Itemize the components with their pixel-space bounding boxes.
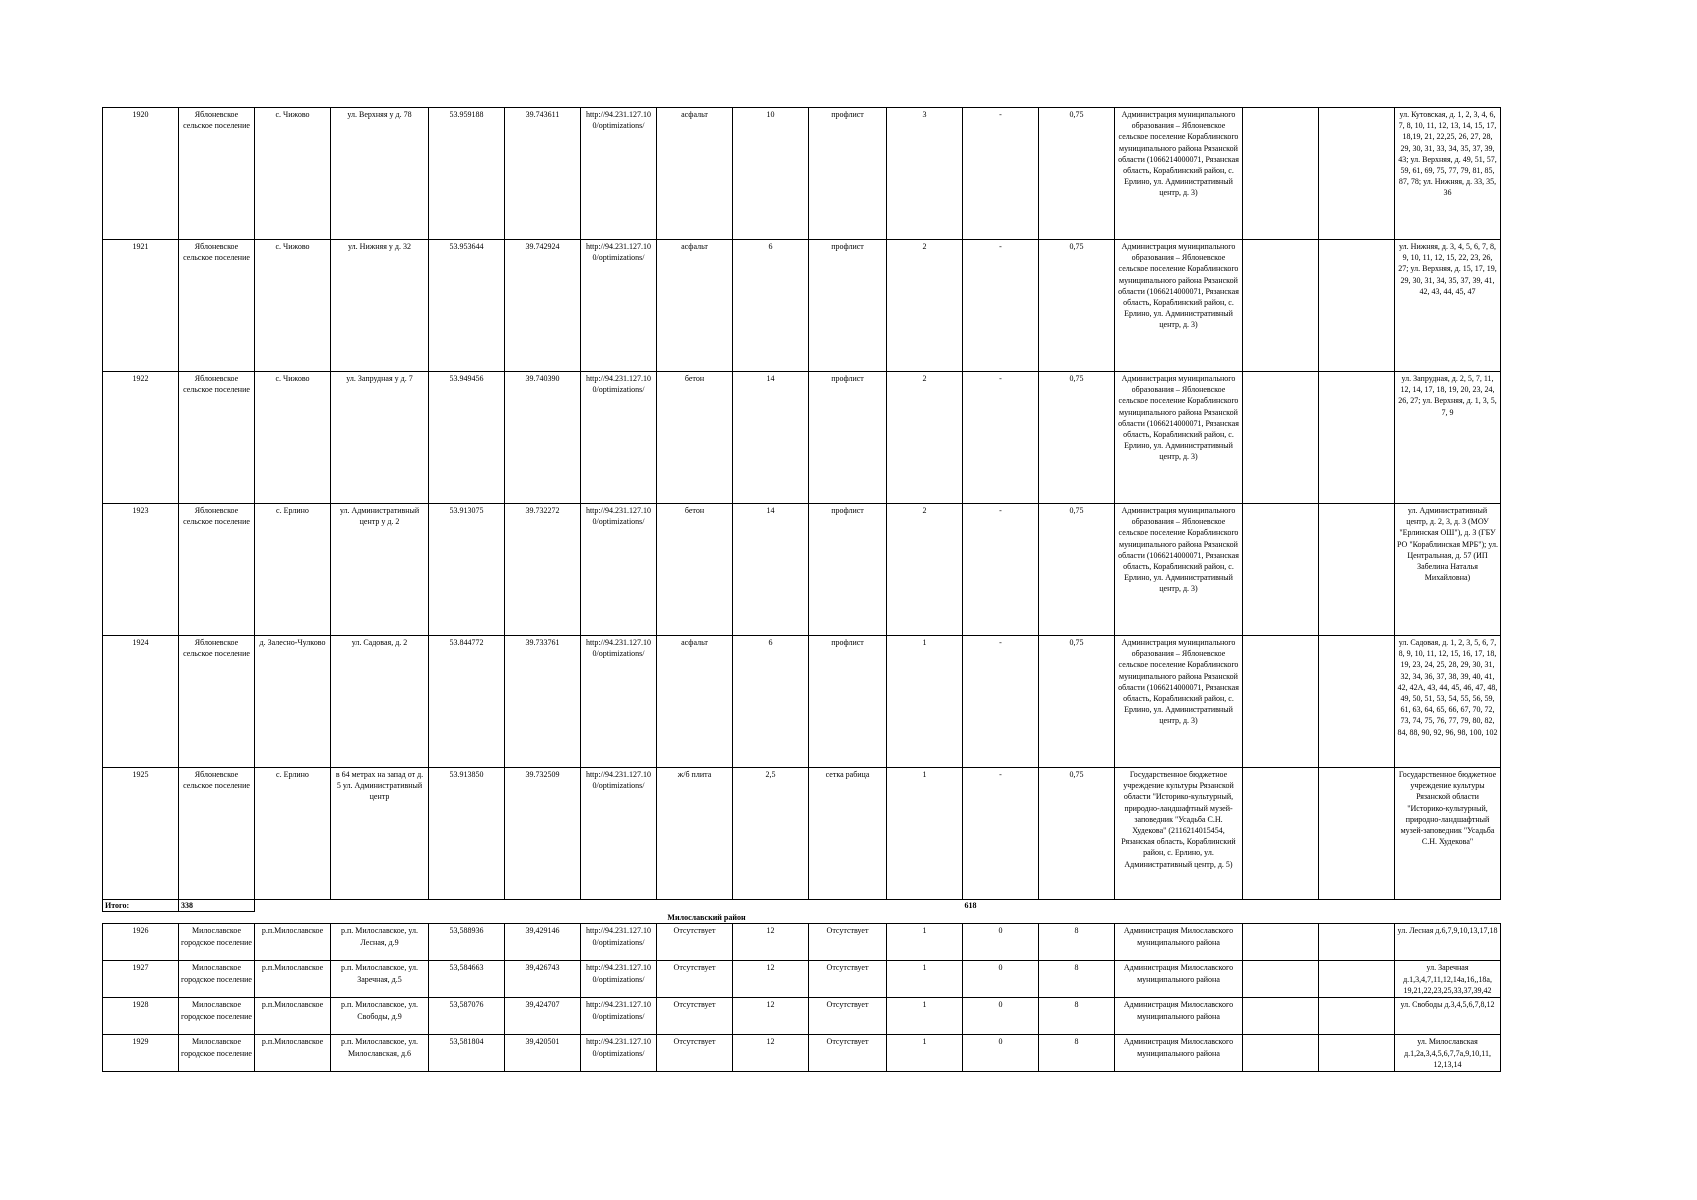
cell-lat: 53.953644 bbox=[429, 240, 505, 372]
cell-owner: Государственное бюджетное учреждение культуры Рязанской области "Историко-культурный, природно-ландшафтный музей-заповедник "Усадьба С.Н. Худекова" (2116214015454, Рязанская область, Кораблинский район, с. Ерлино, ул. Административный центр, д. 5) bbox=[1115, 768, 1243, 900]
cell-settlement: Милославское городское поселение bbox=[179, 924, 255, 961]
cell-locality: р.п.Милославское bbox=[255, 1035, 331, 1072]
cell-c15 bbox=[1243, 504, 1319, 636]
cell-c15 bbox=[1243, 108, 1319, 240]
cell-count: 2 bbox=[887, 372, 963, 504]
cell-c16 bbox=[1319, 240, 1395, 372]
total-section bbox=[103, 900, 1501, 924]
cell-lat: 53.913075 bbox=[429, 504, 505, 636]
cell-link[interactable]: http://94.231.127.10 0/optimizations/ bbox=[581, 924, 657, 961]
cell-sources: ул. Административный центр, д. 2, 3, д. 3 (МОУ "Ерлинская ОШ"), д. 3 (ГБУ РО "Кораблинская МРБ"); ул. Центральная, д. 57 (ИП Забелина Наталья Михайловна) bbox=[1395, 504, 1501, 636]
cell-surface: Отсутствует bbox=[657, 961, 733, 998]
cell-lon: 39.732272 bbox=[505, 504, 581, 636]
cell-surface: асфальт bbox=[657, 108, 733, 240]
cell-c15 bbox=[1243, 998, 1319, 1035]
cell-count: 1 bbox=[887, 998, 963, 1035]
cell-count: 2 bbox=[887, 240, 963, 372]
cell-lon: 39,424707 bbox=[505, 998, 581, 1035]
cell-planned: 0 bbox=[963, 998, 1039, 1035]
cell-locality: р.п.Милославское bbox=[255, 998, 331, 1035]
cell-c15 bbox=[1243, 961, 1319, 998]
cell-count: 1 bbox=[887, 636, 963, 768]
cell-address: р.п. Милославское, ул. Свободы, д.9 bbox=[331, 998, 429, 1035]
total-count: 338 bbox=[179, 900, 255, 912]
cell-count: 1 bbox=[887, 924, 963, 961]
cell-planned: - bbox=[963, 636, 1039, 768]
cell-lat: 53.913850 bbox=[429, 768, 505, 900]
cell-surface: асфальт bbox=[657, 240, 733, 372]
cell-c15 bbox=[1243, 372, 1319, 504]
cell-sources: ул. Нижняя, д. 3, 4, 5, 6, 7, 8, 9, 10, 11, 12, 15, 22, 23, 26, 27; ул. Верхняя, д. 15, 17, 19, 29, 30, 31, 34, 35, 37, 39, 41, 42, 43, 44, 45, 47 bbox=[1395, 240, 1501, 372]
cell-count: 3 bbox=[887, 108, 963, 240]
cell-locality: с. Ерлино bbox=[255, 768, 331, 900]
cell-lat: 53,588936 bbox=[429, 924, 505, 961]
cell-sources: Государственное бюджетное учреждение культуры Рязанской области "Историко-культурный, природно-ландшафтный музей-заповедник "Усадьба С.Н. Худекова" bbox=[1395, 768, 1501, 900]
cell-surface: бетон bbox=[657, 372, 733, 504]
cell-fence: профлист bbox=[809, 636, 887, 768]
cell-settlement: Милославское городское поселение bbox=[179, 998, 255, 1035]
cell-planned: - bbox=[963, 240, 1039, 372]
total-spacer bbox=[255, 900, 963, 912]
cell-lat: 53.949456 bbox=[429, 372, 505, 504]
cell-area: 14 bbox=[733, 372, 809, 504]
cell-fence: профлист bbox=[809, 372, 887, 504]
cell-link[interactable]: http://94.231.127.10 0/optimizations/ bbox=[581, 240, 657, 372]
cell-owner: Администрация Милославского муниципального района bbox=[1115, 961, 1243, 998]
cell-locality: с. Чижово bbox=[255, 240, 331, 372]
cell-c15 bbox=[1243, 1035, 1319, 1072]
cell-area: 2,5 bbox=[733, 768, 809, 900]
cell-volume: 8 bbox=[1039, 924, 1115, 961]
cell-address: ул. Нижняя у д. 32 bbox=[331, 240, 429, 372]
cell-owner: Администрация муниципального образования – Яблоневское сельское поселение Кораблинского муниципального района Рязанской области (1066214000071, Рязанская область, Кораблинский район, с. Ерлино, ул. Административный центр, д. 3) bbox=[1115, 504, 1243, 636]
cell-c16 bbox=[1319, 924, 1395, 961]
cell-sources: ул. Запрудная, д. 2, 5, 7, 11, 12, 14, 17, 18, 19, 20, 23, 24, 26, 27; ул. Верхняя, д. 1, 3, 5, 7, 9 bbox=[1395, 372, 1501, 504]
cell-planned: - bbox=[963, 504, 1039, 636]
cell-c15 bbox=[1243, 636, 1319, 768]
cell-address: в 64 метрах на запад от д. 5 ул. Административный центр bbox=[331, 768, 429, 900]
cell-count: 2 bbox=[887, 504, 963, 636]
cell-planned: - bbox=[963, 768, 1039, 900]
cell-fence: профлист bbox=[809, 240, 887, 372]
cell-lon: 39.740390 bbox=[505, 372, 581, 504]
cell-sources: ул. Милославская д.1,2а,3,4,5,6,7,7а,9,10,11, 12,13,14 bbox=[1395, 1035, 1501, 1072]
cell-sources: ул. Лесная д.6,7,9,10,13,17,18 bbox=[1395, 924, 1501, 961]
cell-sources: ул. Заречная д.1,3,4,7,11,12,14а,16,,18а, 19,21,22,23,25,33,37,39,42 bbox=[1395, 961, 1501, 998]
cell-planned: 0 bbox=[963, 1035, 1039, 1072]
cell-c16 bbox=[1319, 372, 1395, 504]
cell-lon: 39.742924 bbox=[505, 240, 581, 372]
cell-link[interactable]: http://94.231.127.10 0/optimizations/ bbox=[581, 1035, 657, 1072]
cell-area: 6 bbox=[733, 636, 809, 768]
cell-surface: бетон bbox=[657, 504, 733, 636]
cell-volume: 0,75 bbox=[1039, 636, 1115, 768]
cell-volume: 0,75 bbox=[1039, 504, 1115, 636]
table-row bbox=[103, 240, 1501, 372]
cell-area: 12 bbox=[733, 1035, 809, 1072]
district-title: Милославский район bbox=[667, 913, 746, 923]
cell-num: 1924 bbox=[103, 636, 179, 768]
cell-link[interactable]: http://94.231.127.10 0/optimizations/ bbox=[581, 636, 657, 768]
cell-c16 bbox=[1319, 108, 1395, 240]
cell-c16 bbox=[1319, 961, 1395, 998]
cell-settlement: Яблоневское сельское поселение bbox=[179, 372, 255, 504]
cell-volume: 8 bbox=[1039, 961, 1115, 998]
cell-num: 1923 bbox=[103, 504, 179, 636]
cell-settlement: Яблоневское сельское поселение bbox=[179, 504, 255, 636]
cell-settlement: Яблоневское сельское поселение bbox=[179, 240, 255, 372]
cell-locality: с. Ерлино bbox=[255, 504, 331, 636]
cell-num: 1928 bbox=[103, 998, 179, 1035]
cell-lon: 39,429146 bbox=[505, 924, 581, 961]
cell-fence: сетка рабица bbox=[809, 768, 887, 900]
cell-fence: Отсутствует bbox=[809, 924, 887, 961]
cell-count: 1 bbox=[887, 1035, 963, 1072]
total-spacer-2 bbox=[1039, 900, 1501, 912]
table-row bbox=[103, 372, 1501, 504]
cell-owner: Администрация муниципального образования – Яблоневское сельское поселение Кораблинского муниципального района Рязанской области (1066214000071, Рязанская область, Кораблинский район, с. Ерлино, ул. Административный центр, д. 3) bbox=[1115, 636, 1243, 768]
cell-count: 1 bbox=[887, 768, 963, 900]
cell-fence: Отсутствует bbox=[809, 998, 887, 1035]
cell-locality: р.п.Милославское bbox=[255, 924, 331, 961]
cell-lat: 53,587076 bbox=[429, 998, 505, 1035]
cell-lon: 39,426743 bbox=[505, 961, 581, 998]
total-row bbox=[103, 900, 1501, 912]
cell-link[interactable]: http://94.231.127.10 0/optimizations/ bbox=[581, 504, 657, 636]
cell-sources: ул. Кутовская, д. 1, 2, 3, 4, 6, 7, 8, 10, 11, 12, 13, 14, 15, 17, 18,19, 21, 22,25, 26, 27, 28, 29, 30, 31, 33, 34, 35, 37, 39, 43; ул. Верхняя, д. 49, 51, 57, 59, 61, 69, 75, 77, 79, 81, 85, 87, 78; ул. Нижняя, д. 33, 35, 36 bbox=[1395, 108, 1501, 240]
table-row bbox=[103, 768, 1501, 900]
cell-settlement: Яблоневское сельское поселение bbox=[179, 108, 255, 240]
total-label: Итого: bbox=[103, 900, 179, 912]
cell-num: 1929 bbox=[103, 1035, 179, 1072]
cell-locality: с. Чижово bbox=[255, 372, 331, 504]
cell-num: 1927 bbox=[103, 961, 179, 998]
miloslavskoe-rows bbox=[103, 924, 1501, 1072]
table-row bbox=[103, 636, 1501, 768]
cell-volume: 8 bbox=[1039, 1035, 1115, 1072]
cell-surface: асфальт bbox=[657, 636, 733, 768]
cell-locality: р.п.Милославское bbox=[255, 961, 331, 998]
cell-volume: 0,75 bbox=[1039, 240, 1115, 372]
cell-lat: 53.844772 bbox=[429, 636, 505, 768]
cell-locality: д. Залесно-Чулково bbox=[255, 636, 331, 768]
cell-owner: Администрация Милославского муниципального района bbox=[1115, 924, 1243, 961]
cell-c15 bbox=[1243, 240, 1319, 372]
cell-link[interactable]: http://94.231.127.10 0/optimizations/ bbox=[581, 768, 657, 900]
cell-owner: Администрация муниципального образования – Яблоневское сельское поселение Кораблинского муниципального района Рязанской области (1066214000071, Рязанская область, Кораблинский район, с. Ерлино, ул. Административный центр, д. 3) bbox=[1115, 372, 1243, 504]
cell-address: ул. Садовая, д. 2 bbox=[331, 636, 429, 768]
table-row bbox=[103, 108, 1501, 240]
district-heading bbox=[103, 912, 1501, 924]
cell-c16 bbox=[1319, 998, 1395, 1035]
cell-lon: 39.743611 bbox=[505, 108, 581, 240]
cell-link[interactable]: http://94.231.127.10 0/optimizations/ bbox=[581, 961, 657, 998]
cell-owner: Администрация муниципального образования – Яблоневское сельское поселение Кораблинского муниципального района Рязанской области (1066214000071, Рязанская область, Кораблинский район, с. Ерлино, ул. Административный центр, д. 3) bbox=[1115, 240, 1243, 372]
cell-c16 bbox=[1319, 504, 1395, 636]
cell-link[interactable]: http://94.231.127.10 0/optimizations/ bbox=[581, 108, 657, 240]
registry-table bbox=[102, 107, 1501, 1072]
cell-area: 12 bbox=[733, 924, 809, 961]
cell-lat: 53,581804 bbox=[429, 1035, 505, 1072]
cell-address: р.п. Милославское, ул. Милославская, д.6 bbox=[331, 1035, 429, 1072]
cell-area: 14 bbox=[733, 504, 809, 636]
cell-locality: с. Чижово bbox=[255, 108, 331, 240]
cell-planned: 0 bbox=[963, 961, 1039, 998]
table-row bbox=[103, 924, 1501, 961]
cell-volume: 0,75 bbox=[1039, 768, 1115, 900]
cell-sources: ул. Садовая, д. 1, 2, 3, 5, 6, 7, 8, 9, 10, 11, 12, 15, 16, 17, 18, 19, 23, 24, 25, 28, 29, 30, 31, 32, 34, 36, 37, 38, 39, 40, 41, 42, 42А, 43, 44, 45, 46, 47, 48, 49, 50, 51, 53, 54, 55, 56, 59, 61, 63, 64, 65, 66, 67, 70, 72, 73, 74, 75, 76, 77, 79, 80, 82, 84, 88, 90, 92, 96, 98, 100, 102 bbox=[1395, 636, 1501, 768]
cell-fence: профлист bbox=[809, 108, 887, 240]
yablonevskoe-rows bbox=[103, 108, 1501, 900]
table-row bbox=[103, 1035, 1501, 1072]
cell-fence: профлист bbox=[809, 504, 887, 636]
cell-owner: Администрация Милославского муниципального района bbox=[1115, 1035, 1243, 1072]
cell-address: ул. Верхняя у д. 78 bbox=[331, 108, 429, 240]
table-row bbox=[103, 504, 1501, 636]
cell-address: ул. Административный центр у д. 2 bbox=[331, 504, 429, 636]
cell-lat: 53.959188 bbox=[429, 108, 505, 240]
total-sum: 618 bbox=[963, 900, 1039, 912]
cell-surface: Отсутствует bbox=[657, 924, 733, 961]
cell-surface: Отсутствует bbox=[657, 998, 733, 1035]
cell-area: 6 bbox=[733, 240, 809, 372]
cell-surface: Отсутствует bbox=[657, 1035, 733, 1072]
cell-volume: 8 bbox=[1039, 998, 1115, 1035]
cell-lat: 53,584663 bbox=[429, 961, 505, 998]
cell-num: 1921 bbox=[103, 240, 179, 372]
cell-planned: - bbox=[963, 372, 1039, 504]
cell-address: ул. Запрудная у д. 7 bbox=[331, 372, 429, 504]
cell-address: р.п. Милославское, ул. Заречная, д.5 bbox=[331, 961, 429, 998]
cell-owner: Администрация Милославского муниципального района bbox=[1115, 998, 1243, 1035]
cell-fence: Отсутствует bbox=[809, 1035, 887, 1072]
cell-surface: ж/б плита bbox=[657, 768, 733, 900]
cell-address: р.п. Милославское, ул. Лесная, д.9 bbox=[331, 924, 429, 961]
cell-c15 bbox=[1243, 768, 1319, 900]
cell-link[interactable]: http://94.231.127.10 0/optimizations/ bbox=[581, 998, 657, 1035]
cell-sources: ул. Свободы д.3,4,5,6,7,8,12 bbox=[1395, 998, 1501, 1035]
district-row bbox=[103, 912, 1501, 924]
cell-volume: 0,75 bbox=[1039, 108, 1115, 240]
cell-settlement: Яблоневское сельское поселение bbox=[179, 768, 255, 900]
cell-count: 1 bbox=[887, 961, 963, 998]
cell-planned: 0 bbox=[963, 924, 1039, 961]
cell-link[interactable]: http://94.231.127.10 0/optimizations/ bbox=[581, 372, 657, 504]
cell-area: 10 bbox=[733, 108, 809, 240]
cell-volume: 0,75 bbox=[1039, 372, 1115, 504]
table-row bbox=[103, 961, 1501, 998]
cell-area: 12 bbox=[733, 998, 809, 1035]
cell-num: 1926 bbox=[103, 924, 179, 961]
cell-num: 1922 bbox=[103, 372, 179, 504]
cell-c15 bbox=[1243, 924, 1319, 961]
cell-c16 bbox=[1319, 1035, 1395, 1072]
cell-settlement: Яблоневское сельское поселение bbox=[179, 636, 255, 768]
cell-planned: - bbox=[963, 108, 1039, 240]
cell-c16 bbox=[1319, 636, 1395, 768]
table-row bbox=[103, 998, 1501, 1035]
cell-lon: 39.732509 bbox=[505, 768, 581, 900]
cell-settlement: Милославское городское поселение bbox=[179, 1035, 255, 1072]
cell-fence: Отсутствует bbox=[809, 961, 887, 998]
cell-lon: 39.733761 bbox=[505, 636, 581, 768]
cell-num: 1920 bbox=[103, 108, 179, 240]
cell-c16 bbox=[1319, 768, 1395, 900]
cell-settlement: Милославское городское поселение bbox=[179, 961, 255, 998]
cell-lon: 39,420501 bbox=[505, 1035, 581, 1072]
cell-area: 12 bbox=[733, 961, 809, 998]
cell-num: 1925 bbox=[103, 768, 179, 900]
cell-owner: Администрация муниципального образования – Яблоневское сельское поселение Кораблинского муниципального района Рязанской области (1066214000071, Рязанская область, Кораблинский район, с. Ерлино, ул. Административный центр, д. 3) bbox=[1115, 108, 1243, 240]
